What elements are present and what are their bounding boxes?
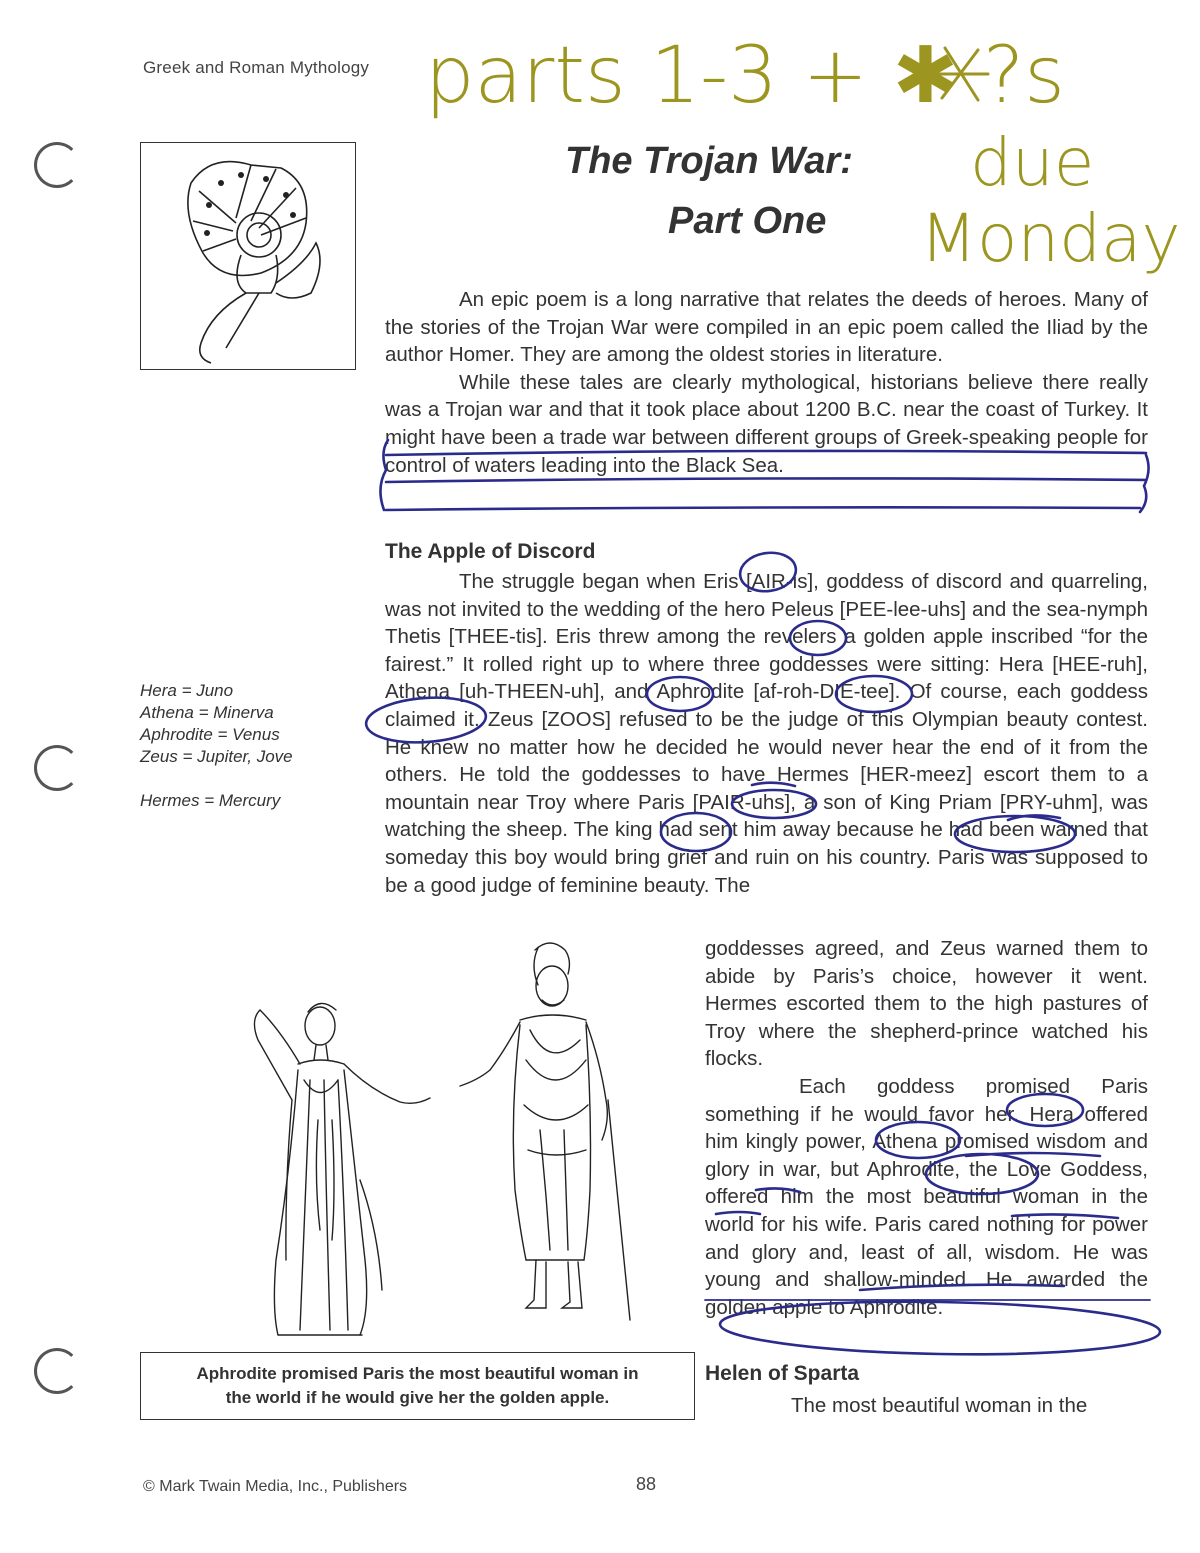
caption-line: Aphrodite promised Paris the most beautiful woman in [196, 1364, 639, 1383]
publisher-footer: © Mark Twain Media, Inc., Publishers [143, 1478, 408, 1495]
side-note: Athena = Minerva [140, 703, 274, 722]
intro-paragraph: While these tales are clearly mythological, historians believe there really was a Trojan war and that it took place about 1200 B.C. near the coast of Turkey. It might have been a trade war between different groups of Greek-speaking people for control of waters leading into the Black Sea. [385, 370, 1148, 477]
body-paragraph: goddesses agreed, and Zeus warned them to abide by Paris’s choice, however it went. Hermes escorted them to the high pastures of Troy where the shepherd-prince watched his flocks. [705, 937, 1148, 1071]
page-number: 88 [636, 1474, 657, 1494]
page-title: The Trojan War: [565, 140, 853, 182]
side-note: Hera = Juno [140, 681, 234, 700]
intro-paragraph: An epic poem is a long narrative that relates the deeds of heroes. Many of the stories of the Trojan War were compiled in an epic poem called the Iliad by the author Homer. They are among the oldest stories in literature. [385, 288, 1148, 367]
handwritten-monday-note: Monday [920, 200, 1181, 277]
section-heading: Helen of Sparta [705, 1362, 860, 1385]
handwritten-parts-note: parts 1-3 + ✱ ?s [425, 31, 1065, 121]
side-note: Hermes = Mercury [140, 791, 281, 810]
caption-line: the world if he would give her the golden apple. [225, 1388, 610, 1407]
side-note: Aphrodite = Venus [140, 725, 280, 744]
handwritten-due-note: due [970, 124, 1095, 201]
section-heading: The Apple of Discord [385, 540, 596, 563]
body-paragraph: The struggle began when Eris [AIR-is], goddess of discord and quarreling, was not invited to the wedding of the hero Peleus [PEE-lee-uhs] and the sea-nymph Thetis [THEE-tis]. Eris threw among the revelers a golden apple inscribed “for the fairest.” It rolled right up to where three goddesses were sitting: Hera [HEE-ruh], Athena [uh-THEEN-uh], and Aphrodite [af-roh-DIE-tee]. Of course, each goddess claimed it. Zeus [ZOOS] refused to be the judge of this Olympian beauty contest. He knew no matter how he decided he would never hear the end of it from the others. He told the goddesses to have Hermes [HER-meez] escort them to a mountain near Troy where Paris [PAIR-uhs], a son of King Priam [PRY-uhm], was watching the sheep. The king had sent him away because he had been warned that someday this boy would bring grief and ruin on his country. Paris was supposed to be a good judge of feminine beauty. The [385, 570, 1148, 897]
body-paragraph: Each goddess promised Paris something if he would favor her. Hera offered him kingly power, Athena promised wisdom and glory in war, but Aphrodite, the Love Goddess, offered him the most beautiful woman in the world for his wife. Paris cared nothing for power and glory and, least of all, wisdom. He was young and shallow-minded. He awarded the golden apple to Aphrodite. [705, 1074, 1148, 1319]
page-subtitle: Part One [668, 200, 827, 242]
body-paragraph: The most beautiful woman in the [791, 1394, 1088, 1417]
book-header: Greek and Roman Mythology [143, 58, 370, 77]
side-note: Zeus = Jupiter, Jove [140, 747, 293, 766]
